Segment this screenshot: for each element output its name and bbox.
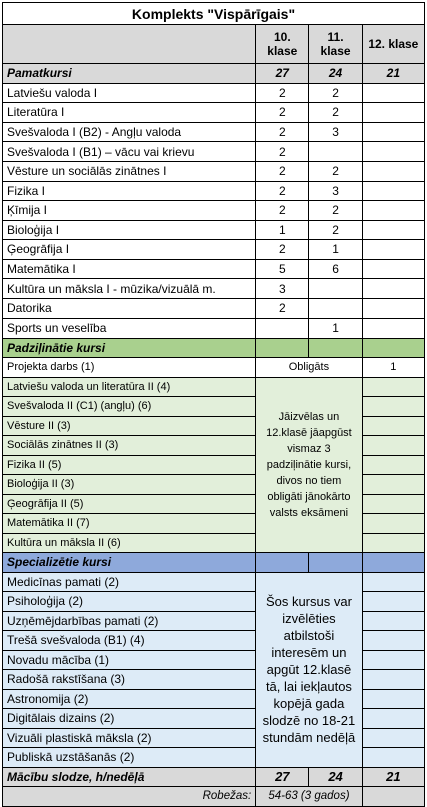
course-hours-g12	[362, 631, 424, 651]
load-value-1: 24	[309, 767, 362, 787]
load-label: Mācību slodze, h/nedēļā	[3, 767, 256, 787]
header-blank	[3, 25, 256, 64]
basic-course-row	[3, 279, 425, 299]
section-basic-row	[3, 64, 425, 84]
course-hours-g11: 6	[309, 259, 362, 279]
header-grade-10: 10. klase	[256, 25, 309, 64]
course-hours-g12	[362, 103, 424, 123]
project-obligatory: Obligāts	[256, 358, 363, 378]
course-hours-g12	[362, 181, 424, 201]
course-hours-g12	[362, 83, 424, 103]
course-name: Bioloģija II (3)	[3, 475, 256, 495]
basic-course-row	[3, 162, 425, 182]
specialized-course-row	[3, 572, 425, 592]
course-hours-g12	[362, 494, 424, 514]
course-hours-g12	[362, 748, 424, 768]
course-name: Vēsture un sociālās zinātnes I	[3, 162, 256, 182]
course-hours-g12	[362, 279, 424, 299]
course-hours-g10: 2	[256, 83, 309, 103]
section-specialized-g11	[309, 553, 362, 573]
course-name: Svešvaloda II (C1) (angļu) (6)	[3, 397, 256, 417]
basic-course-row	[3, 201, 425, 221]
course-hours-g12	[362, 728, 424, 748]
course-hours-g12	[362, 533, 424, 553]
course-name: Matemātika II (7)	[3, 514, 256, 534]
course-hours-g12	[362, 416, 424, 436]
curriculum-table	[2, 2, 425, 807]
course-hours-g10: 3	[256, 279, 309, 299]
header-row	[3, 25, 425, 64]
section-basic-total-11: 24	[309, 64, 362, 84]
course-name: Kultūra un māksla II (6)	[3, 533, 256, 553]
section-advanced-row	[3, 338, 425, 358]
course-hours-g11: 2	[309, 201, 362, 221]
course-hours-g12	[362, 142, 424, 162]
course-hours-g10: 2	[256, 299, 309, 319]
course-hours-g12	[362, 592, 424, 612]
course-hours-g12	[362, 201, 424, 221]
section-specialized-label: Specializētie kursi	[3, 553, 256, 573]
course-name: Latviešu valoda I	[3, 83, 256, 103]
course-hours-g11: 1	[309, 240, 362, 260]
course-hours-g10: 2	[256, 122, 309, 142]
course-name: Publiskā uzstāšanās (2)	[3, 748, 256, 768]
course-hours-g12	[362, 650, 424, 670]
course-name: Literatūra I	[3, 103, 256, 123]
course-hours-g11: 2	[309, 103, 362, 123]
course-hours-g10: 2	[256, 103, 309, 123]
course-name: Vēsture II (3)	[3, 416, 256, 436]
basic-course-row	[3, 220, 425, 240]
course-hours-g11: 2	[309, 83, 362, 103]
course-hours-g10	[256, 318, 309, 338]
course-name: Medicīnas pamati (2)	[3, 572, 256, 592]
course-name: Digitālais dizains (2)	[3, 709, 256, 729]
course-name: Ģeogrāfija I	[3, 240, 256, 260]
course-hours-g12	[362, 572, 424, 592]
load-row	[3, 767, 425, 787]
advanced-note: Jāizvēlas un 12.klasē jāapgūst vismaz 3 padziļinātie kursi, divos no tiem obligāti jānokārto valsts eksāmeni	[256, 377, 363, 553]
course-hours-g12	[362, 397, 424, 417]
course-name: Vizuāli plastiskā māksla (2)	[3, 728, 256, 748]
basic-course-row	[3, 318, 425, 338]
course-name: Psiholoģija (2)	[3, 592, 256, 612]
course-name: Ķīmija I	[3, 201, 256, 221]
course-hours-g12	[362, 122, 424, 142]
section-basic-total-10: 27	[256, 64, 309, 84]
course-name: Kultūra un māksla I - mūzika/vizuālā m.	[3, 279, 256, 299]
course-hours-g12	[362, 259, 424, 279]
course-name: Trešā svešvaloda (B1) (4)	[3, 631, 256, 651]
section-specialized-row	[3, 553, 425, 573]
course-hours-g11	[309, 299, 362, 319]
course-hours-g12	[362, 240, 424, 260]
course-name: Matemātika I	[3, 259, 256, 279]
course-name: Fizika I	[3, 181, 256, 201]
limits-blank	[362, 787, 424, 807]
section-basic-label: Pamatkursi	[3, 64, 256, 84]
course-hours-g12	[362, 689, 424, 709]
course-hours-g10: 1	[256, 220, 309, 240]
course-hours-g12	[362, 514, 424, 534]
course-name: Radošā rakstīšana (3)	[3, 670, 256, 690]
table-title: Komplekts "Vispārīgais"	[3, 3, 425, 25]
course-hours-g12	[362, 475, 424, 495]
section-specialized-g12	[362, 553, 424, 573]
course-hours-g12	[362, 220, 424, 240]
course-hours-g10: 5	[256, 259, 309, 279]
course-hours-g12	[362, 299, 424, 319]
course-hours-g11	[309, 279, 362, 299]
course-name: Sociālās zinātnes II (3)	[3, 436, 256, 456]
basic-course-row	[3, 240, 425, 260]
basic-course-row	[3, 181, 425, 201]
course-name: Ģeogrāfija II (5)	[3, 494, 256, 514]
course-name: Latviešu valoda un literatūra II (4)	[3, 377, 256, 397]
course-hours-g10: 2	[256, 201, 309, 221]
course-name: Fizika II (5)	[3, 455, 256, 475]
course-name: Novadu mācība (1)	[3, 650, 256, 670]
limits-value: 54-63 (3 gados)	[256, 787, 363, 807]
course-hours-g11	[309, 142, 362, 162]
course-name: Datorika	[3, 299, 256, 319]
section-specialized-g10	[256, 553, 309, 573]
course-name: Astronomija (2)	[3, 689, 256, 709]
basic-course-row	[3, 83, 425, 103]
section-advanced-g12	[362, 338, 424, 358]
course-hours-g12	[362, 436, 424, 456]
section-advanced-g10	[256, 338, 309, 358]
course-name: Uzņēmējdarbības pamati (2)	[3, 611, 256, 631]
course-name: Svešvaloda I (B2) - Angļu valoda	[3, 122, 256, 142]
load-value-0: 27	[256, 767, 309, 787]
course-hours-g12	[362, 455, 424, 475]
header-grade-11: 11. klase	[309, 25, 362, 64]
basic-course-row	[3, 299, 425, 319]
limits-label: Robežas:	[3, 787, 256, 807]
course-hours-g12	[362, 377, 424, 397]
basic-course-row	[3, 142, 425, 162]
course-hours-g10: 2	[256, 240, 309, 260]
advanced-course-row	[3, 377, 425, 397]
course-name: Projekta darbs (1)	[3, 358, 256, 378]
course-hours-g11: 2	[309, 220, 362, 240]
course-hours-g10: 2	[256, 162, 309, 182]
course-hours-g12	[362, 318, 424, 338]
specialized-note: Šos kursus var izvēlēties atbilstoši interesēm un apgūt 12.klasē tā, lai iekļautos kopējā gada slodzē no 18-21 stundām nedēļā	[256, 572, 363, 767]
course-hours-g11: 2	[309, 162, 362, 182]
course-hours-g12	[362, 670, 424, 690]
course-name: Svešvaloda I (B1) – vācu vai krievu	[3, 142, 256, 162]
header-grade-12: 12. klase	[362, 25, 424, 64]
course-hours-g12	[362, 709, 424, 729]
section-advanced-g11	[309, 338, 362, 358]
course-hours-g11: 3	[309, 181, 362, 201]
course-hours-g11: 3	[309, 122, 362, 142]
course-hours-g10: 2	[256, 142, 309, 162]
course-name: Bioloģija I	[3, 220, 256, 240]
section-basic-total-12: 21	[362, 64, 424, 84]
course-name: Sports un veselība	[3, 318, 256, 338]
course-hours-g12	[362, 162, 424, 182]
project-row	[3, 358, 425, 378]
load-value-2: 21	[362, 767, 424, 787]
limits-row	[3, 787, 425, 807]
basic-course-row	[3, 122, 425, 142]
basic-course-row	[3, 103, 425, 123]
course-hours-g11: 1	[309, 318, 362, 338]
section-advanced-label: Padziļinātie kursi	[3, 338, 256, 358]
project-hours-g12: 1	[362, 358, 424, 378]
course-hours-g10: 2	[256, 181, 309, 201]
title-row	[3, 3, 425, 25]
basic-course-row	[3, 259, 425, 279]
course-hours-g12	[362, 611, 424, 631]
